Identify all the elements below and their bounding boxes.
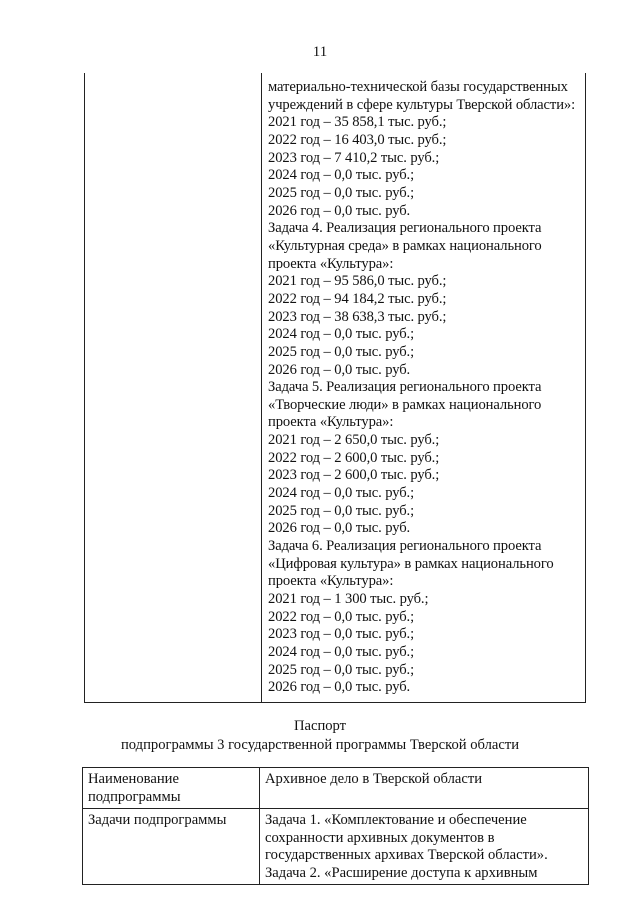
passport-subtitle: подпрограммы 3 государственной программы Тверской области <box>120 737 520 753</box>
page-number: 11 <box>312 44 328 60</box>
row-label-name: Наименование подпрограммы <box>83 768 260 809</box>
row-label-tasks: Задачи подпрограммы <box>83 809 260 885</box>
passport-heading <box>0 717 640 755</box>
column-divider <box>261 73 262 702</box>
funding-cell-text: материально-технической базы государственных учреждений в сфере культуры Тверской области»: 2021 год – 35 858,1 тыс. руб.; 2022 год – 16 403,0 тыс. руб.; 2023 год – 7 410,2 тыс. руб.; 2024 год – 0,0 тыс. руб.; 2025 год – 0,0 тыс. руб.; 2026 год – 0,0 тыс. руб. Задача 4. Реализация регионального проекта «Культурная среда» в рамках национального проекта «Культура»: 2021 год – 95 586,0 тыс. руб.; 2022 год – 94 184,2 тыс. руб.; 2023 год – 38 638,3 тыс. руб.; 2024 год – 0,0 тыс. руб.; 2025 год – 0,0 тыс. руб.; 2026 год – 0,0 тыс. руб. Задача 5. Реализация регионального проекта «Творческие люди» в рамках национального проекта «Культура»: 2021 год – 2 650,0 тыс. руб.; 2022 год – 2 600,0 тыс. руб.; 2023 год – 2 600,0 тыс. руб.; 2024 год – 0,0 тыс. руб.; 2025 год – 0,0 тыс. руб.; 2026 год – 0,0 тыс. руб. Задача 6. Реализация регионального проекта «Цифровая культура» в рамках национального проекта «Культура»: 2021 год – 1 300 тыс. руб.; 2022 год – 0,0 тыс. руб.; 2023 год – 0,0 тыс. руб.; 2024 год – 0,0 тыс. руб.; 2025 год – 0,0 тыс. руб.; 2026 год – 0,0 тыс. руб. <box>268 79 576 696</box>
funding-table-continuation <box>84 73 586 703</box>
table-row <box>83 768 589 809</box>
passport-title: Паспорт <box>293 718 347 734</box>
row-value-tasks: Задача 1. «Комплектование и обеспечение сохранности архивных документов в государственных архивах Тверской области». Задача 2. «Расширение доступа к архивным <box>260 809 589 885</box>
row-value-name: Архивное дело в Тверской области <box>260 768 589 809</box>
table-row <box>83 809 589 885</box>
passport-table <box>82 767 589 885</box>
